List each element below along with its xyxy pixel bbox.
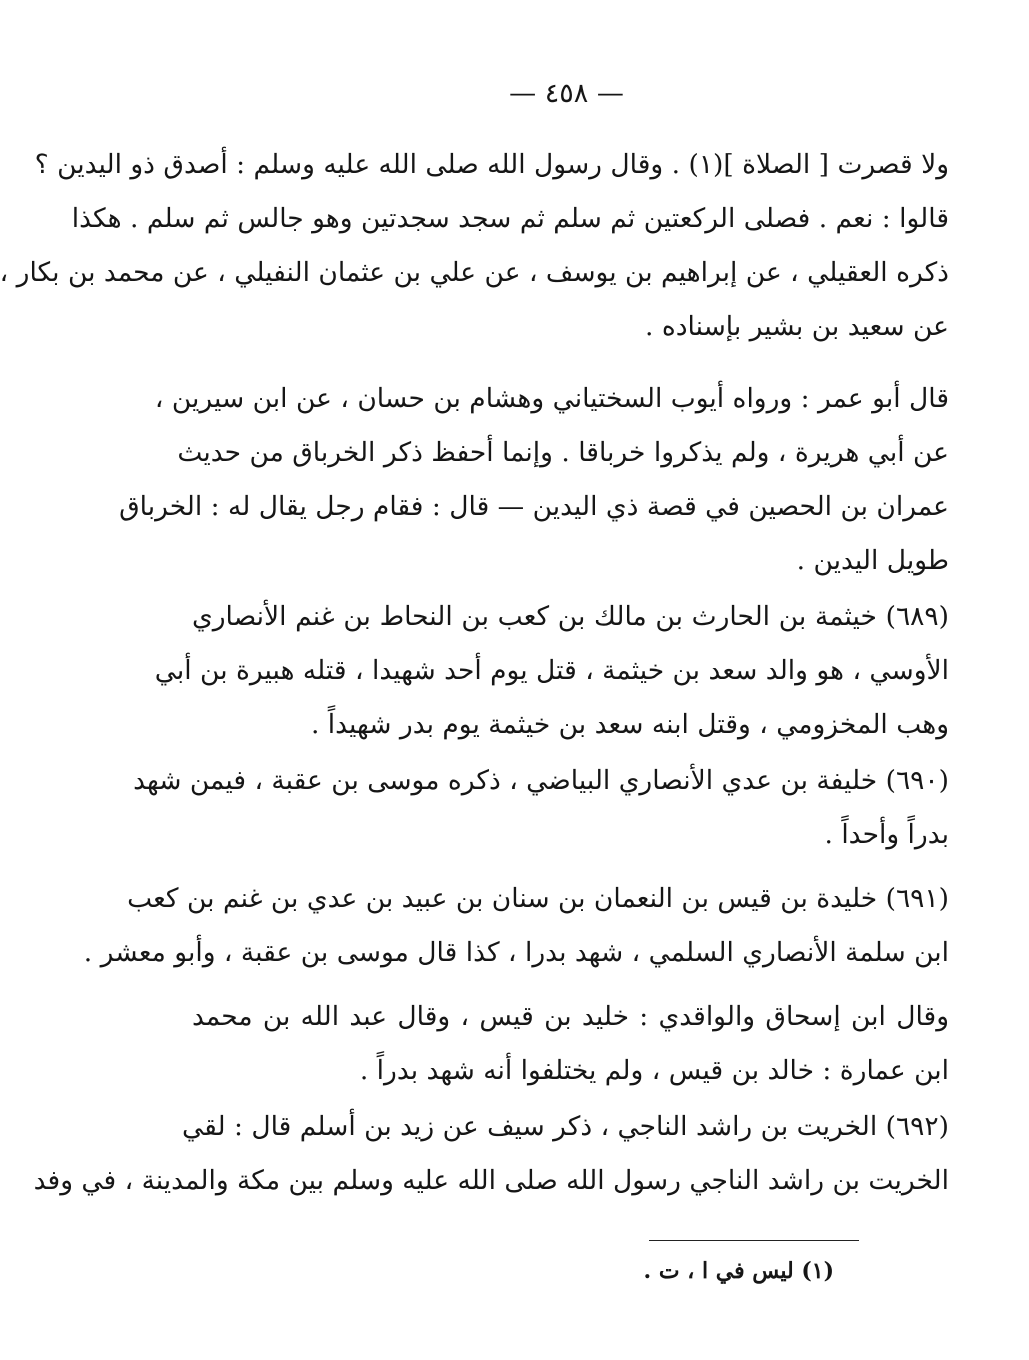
text-line: عن أبي هريرة ، ولم يذكروا خرباقا . وإنما أحفظ ذكر الخرباق من حديث [177,437,949,468]
text-line: ولا قصرت [ الصلاة ](١) . وقال رسول الله صلى الله عليه وسلم : أصدق ذو اليدين ؟ [34,149,949,180]
text-line: الخريت بن راشد الناجي رسول الله صلى الله عليه وسلم بين مكة والمدينة ، في وفد [33,1165,949,1196]
text-line: ابن عمارة : خالد بن قيس ، ولم يختلفوا أنه شهد بدراً . [359,1055,949,1086]
footnote-divider [649,1240,859,1241]
entry-690 [133,754,949,862]
main-text [0,138,949,1208]
text-line: عمران بن الحصين في قصة ذي اليدين — قال : فقام رجل يقال له : الخرباق [119,491,949,522]
paragraph-ibn-ishaq [192,990,949,1098]
text-line: طويل اليدين . [796,545,949,576]
text-line: قالوا : نعم . فصلى الركعتين ثم سلم ثم سجد سجدتين وهو جالس ثم سلم . هكذا [71,203,949,234]
page-number: — ٤٥٨ — [509,78,624,109]
paragraph-hadith-continuation [0,138,949,354]
text-line: وقال ابن إسحاق والواقدي : خليد بن قيس ، وقال عبد الله بن محمد [192,1001,949,1032]
text-line: ذكره العقيلي ، عن إبراهيم بن يوسف ، عن علي بن عثمان النفيلي ، عن محمد بن بكار ، [0,257,949,288]
text-line: (٦٩١) خليدة بن قيس بن النعمان بن سنان بن عبيد بن عدي بن غنم بن كعب [127,883,949,914]
entry-689 [154,590,949,752]
entry-692 [33,1100,949,1208]
entry-691 [83,872,949,980]
text-line: ابن سلمة الأنصاري السلمي ، شهد بدرا ، كذا قال موسى بن عقبة ، وأبو معشر . [83,937,949,968]
text-line: وهب المخزومي ، وقتل ابنه سعد بن خيثمة يوم بدر شهيداً . [310,709,949,740]
text-line: (٦٩٢) الخريت بن راشد الناجي ، ذكر سيف عن زيد بن أسلم قال : لقي [182,1111,949,1142]
text-line: قال أبو عمر : ورواه أيوب السختياني وهشام بن حسان ، عن ابن سيرين ، [154,383,949,414]
footnote: (١) ليس في ا ، ت . [643,1258,834,1284]
text-line: (٦٨٩) خيثمة بن الحارث بن مالك بن كعب بن النحاط بن غنم الأنصاري [192,601,949,632]
text-line: (٦٩٠) خليفة بن عدي الأنصاري البياضي ، ذكره موسى بن عقبة ، فيمن شهد [133,765,949,796]
text-line: بدراً وأحداً . [824,819,949,850]
paragraph-abu-umar [119,372,949,588]
text-line: عن سعيد بن بشير بإسناده . [644,311,949,342]
text-line: الأوسي ، هو والد سعد بن خيثمة ، قتل يوم أحد شهيدا ، قتله هبيرة بن أبي [154,655,949,686]
